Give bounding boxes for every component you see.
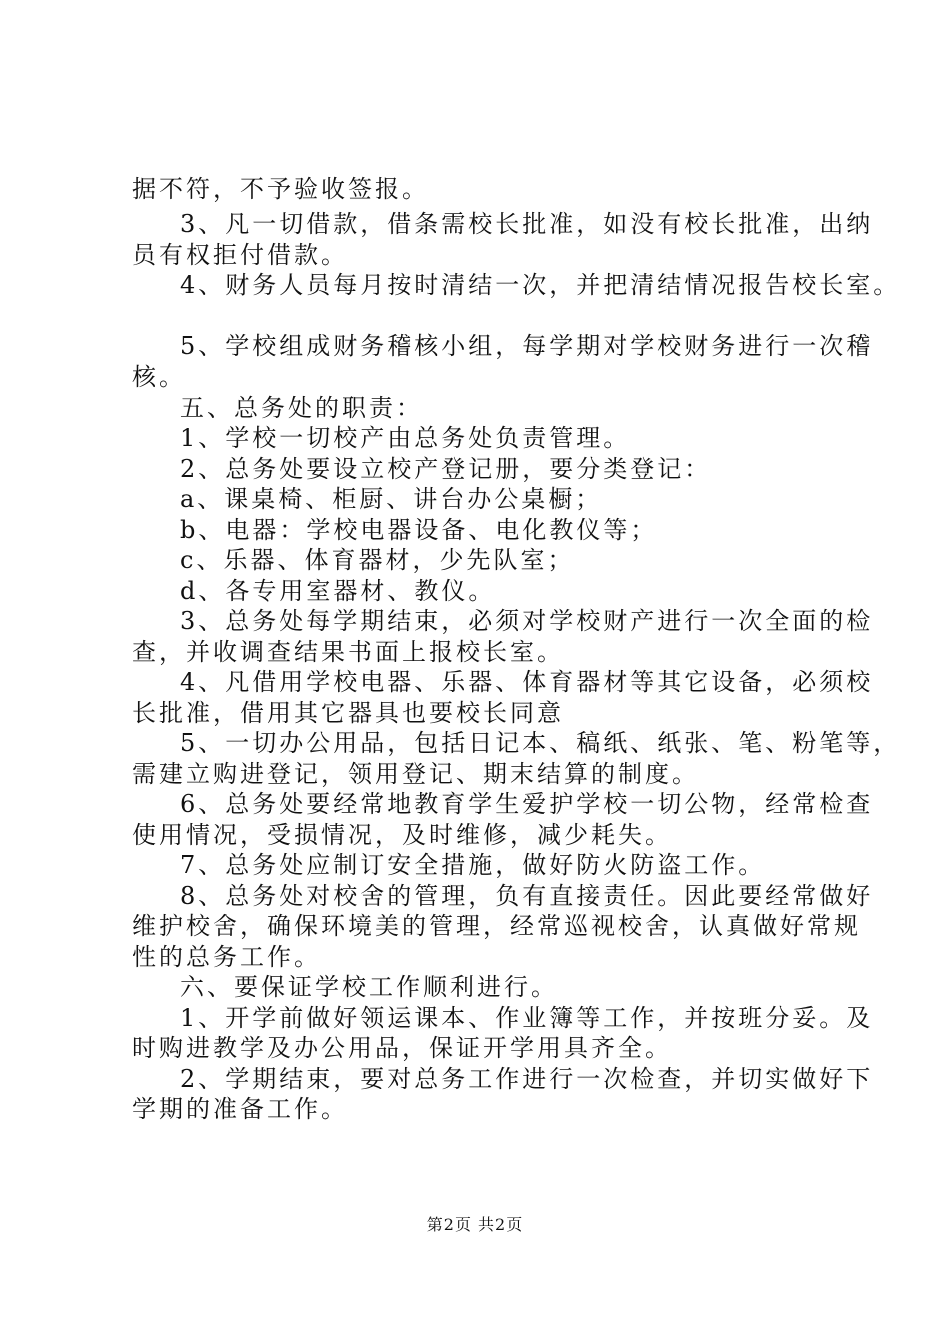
text-line: 3、总务处每学期结束，必须对学校财产进行一次全面的检 bbox=[180, 607, 874, 635]
text-line: 查，并收调查结果书面上报校长室。 bbox=[132, 638, 564, 666]
section-heading: 六、要保证学校工作顺利进行。 bbox=[180, 973, 558, 1001]
text-line: 1、开学前做好领运课本、作业簿等工作，并按班分妥。及 bbox=[180, 1004, 874, 1032]
text-line: 员有权拒付借款。 bbox=[132, 241, 348, 269]
text-line: 据不符，不予验收签报。 bbox=[132, 175, 429, 203]
text-line: 8、总务处对校舍的管理，负有直接责任。因此要经常做好 bbox=[180, 882, 874, 910]
text-line: 3、凡一切借款，借条需校长批准，如没有校长批准，出纳 bbox=[180, 210, 874, 238]
text-line: 需建立购进登记，领用登记、期末结算的制度。 bbox=[132, 760, 699, 788]
text-line: a、课桌椅、柜厨、讲台办公桌橱； bbox=[180, 485, 603, 513]
text-line: 4、财务人员每月按时清结一次，并把清结情况报告校长室。 bbox=[180, 271, 901, 299]
text-line: 时购进教学及办公用品，保证开学用具齐全。 bbox=[132, 1034, 672, 1062]
page-footer: 第2页 共2页 bbox=[426, 1215, 524, 1234]
text-line: 维护校舍，确保环境美的管理，经常巡视校舍，认真做好常规 bbox=[132, 912, 861, 940]
text-line: 5、一切办公用品，包括日记本、稿纸、纸张、笔、粉笔等， bbox=[180, 729, 901, 757]
text-line: 2、学期结束，要对总务工作进行一次检查，并切实做好下 bbox=[180, 1065, 874, 1093]
text-line: 2、总务处要设立校产登记册，要分类登记： bbox=[180, 455, 712, 483]
section-heading: 五、总务处的职责： bbox=[180, 394, 423, 422]
text-line: 使用情况，受损情况，及时维修，减少耗失。 bbox=[132, 821, 672, 849]
text-line: 性的总务工作。 bbox=[132, 943, 321, 971]
text-line: d、各专用室器材、教仪。 bbox=[180, 577, 496, 605]
text-line: 1、学校一切校产由总务处负责管理。 bbox=[180, 424, 631, 452]
text-line: 学期的准备工作。 bbox=[132, 1095, 348, 1123]
text-line: b、电器：学校电器设备、电化教仪等； bbox=[180, 516, 658, 544]
text-line: 6、总务处要经常地教育学生爱护学校一切公物，经常检查 bbox=[180, 790, 874, 818]
text-line: 核。 bbox=[132, 363, 186, 391]
text-line: 长批准，借用其它器具也要校长同意 bbox=[132, 699, 564, 727]
text-line: 4、凡借用学校电器、乐器、体育器材等其它设备，必须校 bbox=[180, 668, 874, 696]
text-line: 7、总务处应制订安全措施，做好防火防盗工作。 bbox=[180, 851, 766, 879]
text-line: c、乐器、体育器材，少先队室； bbox=[180, 546, 575, 574]
text-line: 5、学校组成财务稽核小组，每学期对学校财务进行一次稽 bbox=[180, 332, 874, 360]
